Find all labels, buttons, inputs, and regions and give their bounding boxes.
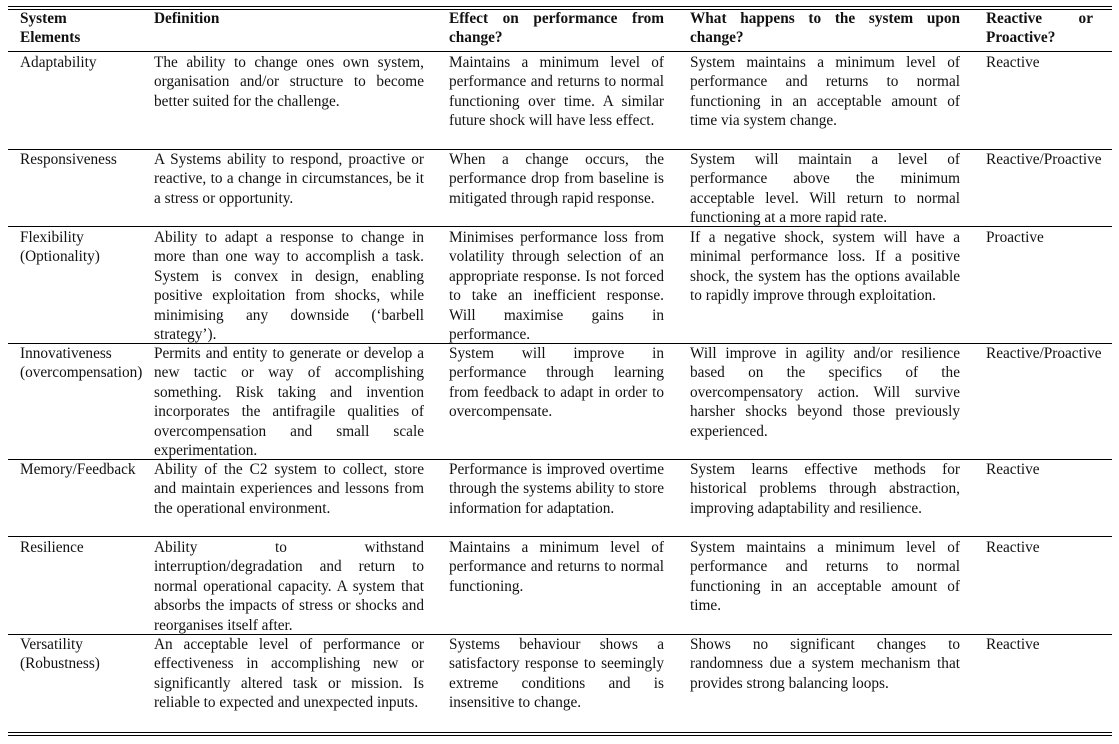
row-reactive-proactive: Reactive [986,539,1040,556]
row-definition: Ability to withstand interruption/degradation and return to normal operational capacity. A system that absorbs the impacts of stress or shocks and reorganises itself after. [154,539,424,634]
row-reactive-proactive: Proactive [986,229,1044,246]
row-reactive-proactive: Reactive [986,636,1040,653]
row-what-happens: System learns effective methods for historical problems through abstraction, improving adaptability and resilience. [690,461,960,517]
row-element: Adaptability [20,54,97,71]
row-element: Versatility (Robustness) [20,636,100,673]
row-element: Responsiveness [20,151,117,168]
header-system-elements: System Elements [20,10,81,47]
header-reactive-proactive: Reactive or Proactive? [986,10,1093,47]
row-effect: When a change occurs, the performance drop from baseline is mitigated through rapid response. [449,151,664,207]
row-effect: Maintains a minimum level of performance and returns to normal functioning. [449,539,664,595]
header-definition: Definition [154,10,220,27]
row-what-happens: Shows no significant changes to randomness due a system mechanism that provides strong balancing loops. [690,636,960,692]
row-reactive-proactive: Reactive/Proactive [986,151,1102,168]
row-definition: Ability to adapt a response to change in more than one way to accomplish a task. System is convex in design, enabling positive exploitation from shocks, while minimising any downside (‘barbell strategy’). [154,229,424,344]
row-effect: Performance is improved overtime through the systems ability to store information for adaptation. [449,461,664,517]
header-rule [8,51,1112,52]
row-divider [8,226,1112,227]
row-definition: The ability to change ones own system, organisation and/or structure to become better suited for the challenge. [154,54,424,110]
bottom-rule-outer [8,735,1112,736]
row-element: Memory/Feedback [20,461,136,478]
row-reactive-proactive: Reactive/Proactive [986,345,1102,362]
row-divider [8,536,1112,537]
row-effect: Minimises performance loss from volatility through selection of an appropriate response. Is not forced to take an inefficient response. Will maximise gains in performance. [449,229,664,344]
row-definition: Permits and entity to generate or develop a new tactic or way of accomplishing something. Risk taking and invention incorporates the antifragile qualities of overcompensation and small scale experimentation. [154,345,424,460]
row-what-happens: Will improve in agility and/or resilience based on the specifics of the overcompensatory action. Will survive harsher shocks beyond those previously experienced. [690,345,960,440]
header-effect: Effect on performance from change? [449,10,664,47]
row-definition: A Systems ability to respond, proactive or reactive, to a change in circumstances, be it a stress or opportunity. [154,151,424,207]
row-what-happens: If a negative shock, system will have a minimal performance loss. If a positive shock, the system has the options available to rapidly improve through exploitation. [690,229,960,305]
row-reactive-proactive: Reactive [986,54,1040,71]
row-what-happens: System will maintain a level of performance above the minimum acceptable level. Will return to normal functioning at a more rapid rate. [690,151,960,227]
row-element: Innovativeness (overcompensation) [20,345,143,382]
row-element: Resilience [20,539,84,556]
row-definition: An acceptable level of performance or effectiveness in accomplishing new or significantly altered task or mission. Is reliable to expected and unexpected inputs. [154,636,424,712]
top-rule-outer [8,6,1112,7]
row-element: Flexibility (Optionality) [20,229,100,266]
row-reactive-proactive: Reactive [986,461,1040,478]
header-what-happens: What happens to the system upon change? [690,10,960,47]
row-effect: Systems behaviour shows a satisfactory response to seemingly extreme conditions and is insensitive to change. [449,636,664,712]
row-effect: System will improve in performance through learning from feedback to adapt in order to overcompensate. [449,345,664,421]
row-what-happens: System maintains a minimum level of performance and returns to normal functioning in an acceptable amount of time via system change. [690,54,960,130]
bottom-rule-inner [8,732,1112,733]
row-definition: Ability of the C2 system to collect, store and maintain experiences and lessons from the operational environment. [154,461,424,517]
row-what-happens: System maintains a minimum level of performance and returns to normal functioning in an acceptable amount of time. [690,539,960,615]
row-effect: Maintains a minimum level of performance and returns to normal functioning over time. A similar future shock will have less effect. [449,54,664,130]
